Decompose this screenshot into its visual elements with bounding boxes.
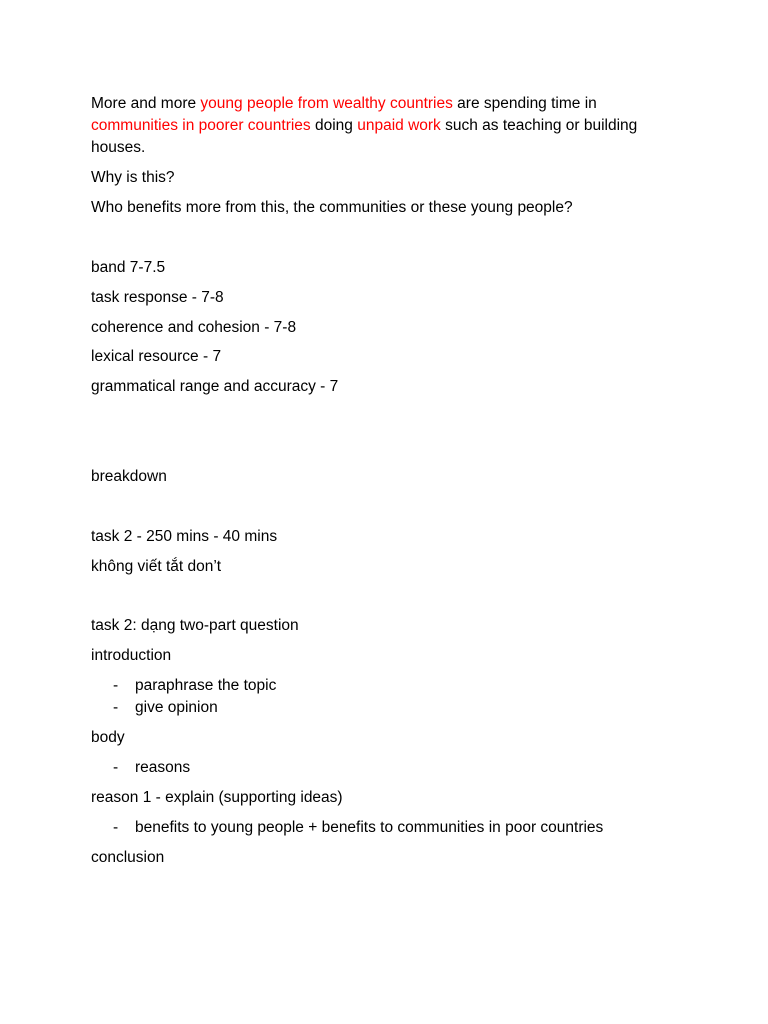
bullet-dash: - (113, 759, 119, 776)
reason-1: reason 1 - explain (supporting ideas) (91, 789, 343, 806)
list-item (113, 757, 190, 779)
prompt-line-2 (91, 115, 637, 137)
bullet-dash: - (113, 677, 119, 694)
introduction-heading: introduction (91, 647, 172, 664)
list-item (113, 697, 218, 719)
highlighted-phrase: unpaid work (357, 117, 441, 134)
highlighted-phrase: communities in poorer countries (91, 117, 311, 134)
question-2: Who benefits more from this, the communities or these young people? (91, 199, 573, 216)
grammar-score: grammatical range and accuracy - 7 (91, 378, 339, 395)
highlighted-phrase: young people from wealthy countries (200, 95, 453, 112)
list-item (113, 817, 603, 839)
body-heading: body (91, 729, 125, 746)
task-response-score: task response - 7-8 (91, 289, 224, 306)
bullet-dash: - (113, 819, 119, 836)
list-item-text: benefits to young people + benefits to communities in poor countries (135, 819, 604, 836)
task2-timing: task 2 - 250 mins - 40 mins (91, 528, 278, 545)
contraction-note: không viết tắt don’t (91, 558, 222, 575)
band-score: band 7-7.5 (91, 259, 166, 276)
outline-heading: task 2: dạng two-part question (91, 617, 299, 634)
list-item-text: paraphrase the topic (135, 677, 277, 694)
prompt-text: are spending time in (452, 95, 597, 112)
prompt-line-1 (91, 93, 597, 115)
list-item-text: reasons (135, 759, 191, 776)
bullet-dash: - (113, 699, 119, 716)
prompt-line-3: houses. (91, 139, 146, 156)
conclusion-heading: conclusion (91, 849, 165, 866)
lexical-score: lexical resource - 7 (91, 348, 222, 365)
prompt-text: such as teaching or building (440, 117, 638, 134)
prompt-text: doing (310, 117, 358, 134)
list-item (113, 675, 276, 697)
prompt-text: More and more (91, 95, 201, 112)
question-1: Why is this? (91, 169, 175, 186)
coherence-score: coherence and cohesion - 7-8 (91, 319, 297, 336)
breakdown-heading: breakdown (91, 468, 167, 485)
list-item-text: give opinion (135, 699, 218, 716)
